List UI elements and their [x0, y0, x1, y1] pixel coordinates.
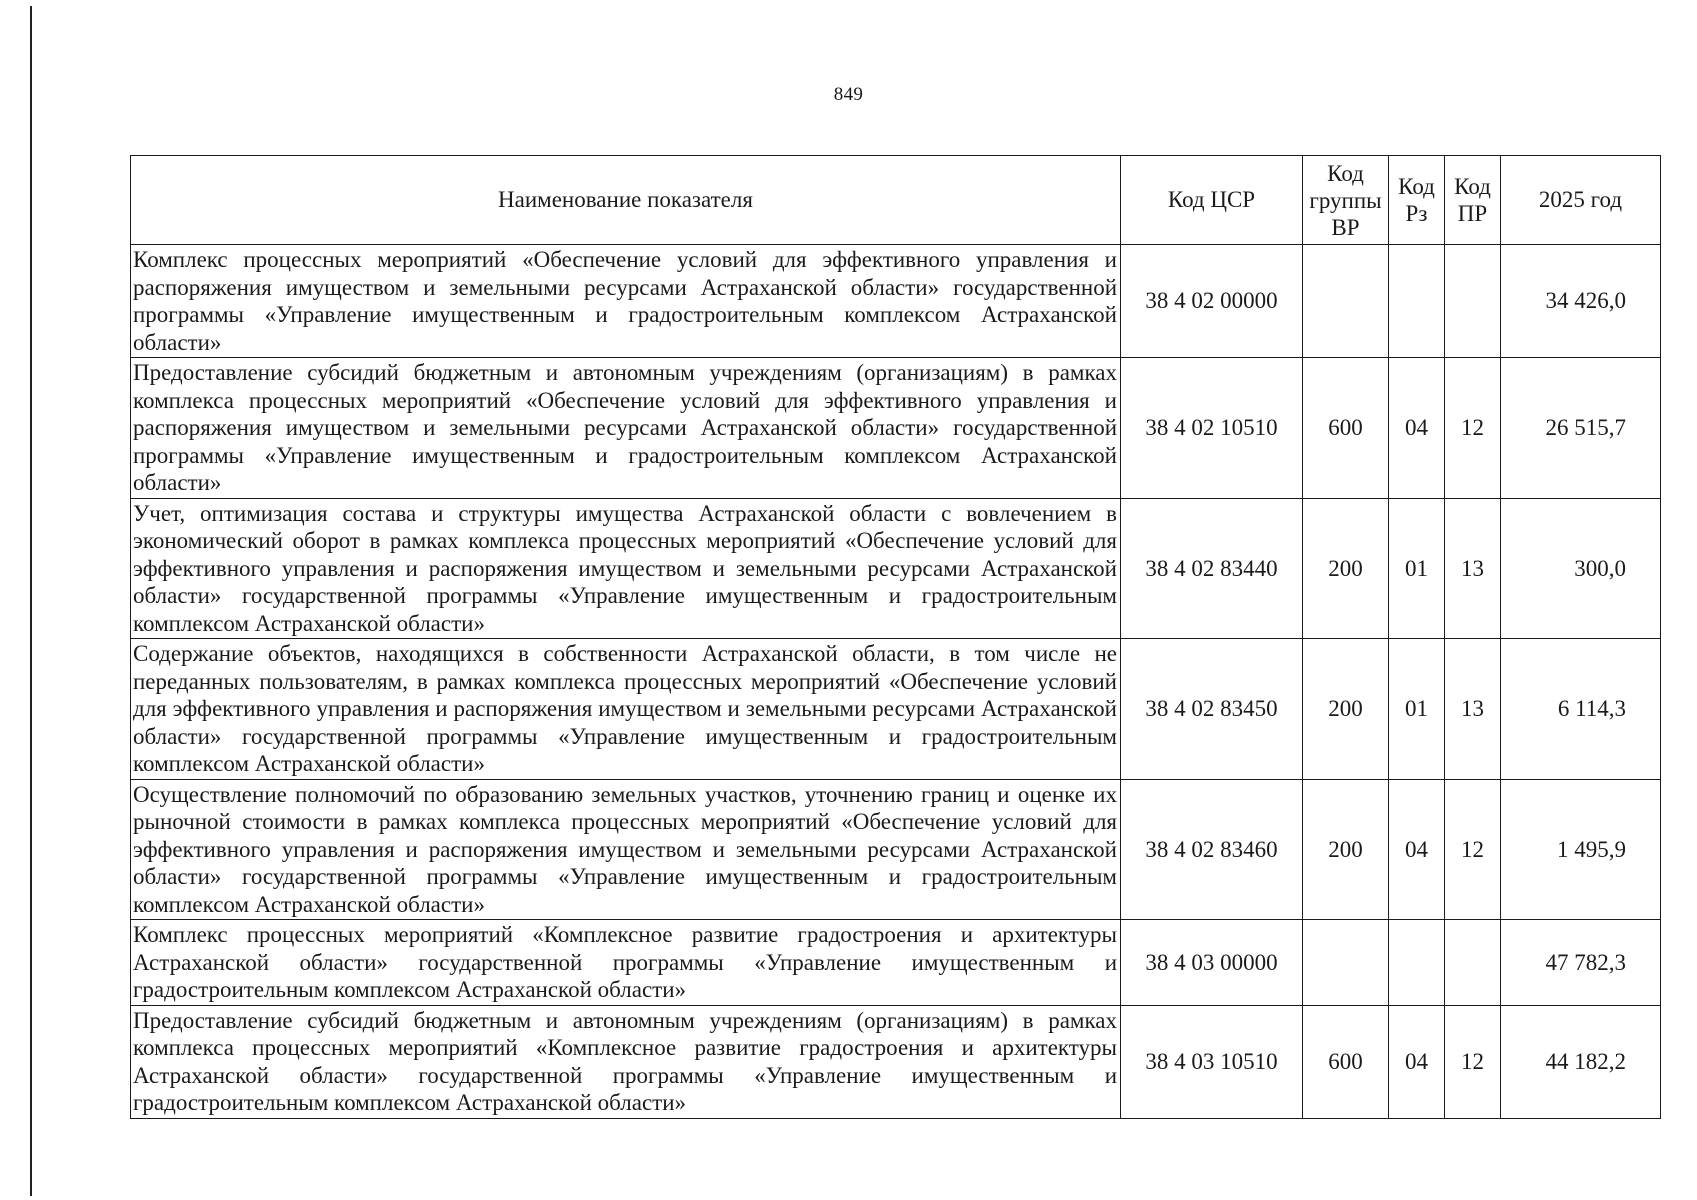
row-name: Осуществление полномочий по образованию земельных участков, уточнению границ и оценке их рыночной стоимости в рамках комплекса процессных мероприятий «Обеспечение условий для эффективного управления и распоряжения имуществом и земельными ресурсами Астраханской области» государственной программы «Управление имущественным и градостроительным комплексом Астраханской области» [131, 779, 1121, 920]
header-pr: Код ПР [1445, 156, 1501, 245]
row-name: Комплекс процессных мероприятий «Обеспечение условий для эффективного управления и распоряжения имуществом и земельными ресурсами Астраханской области» государственной программы «Управление имущественным и градостроительным комплексом Астраханской области» [131, 245, 1121, 358]
row-csr: 38 4 02 83440 [1121, 498, 1303, 639]
row-rz: 04 [1389, 779, 1445, 920]
header-vr: Код группы ВР [1303, 156, 1389, 245]
table-header-row [131, 156, 1661, 245]
row-amount: 47 782,3 [1501, 920, 1661, 1006]
row-rz: 01 [1389, 498, 1445, 639]
budget-table [130, 155, 1661, 1119]
row-pr: 12 [1445, 1005, 1501, 1118]
header-name: Наименование показателя [131, 156, 1121, 245]
row-csr: 38 4 03 00000 [1121, 920, 1303, 1006]
row-name: Учет, оптимизация состава и структуры имущества Астраханской области с вовлечением в экономический оборот в рамках комплекса процессных мероприятий «Обеспечение условий для эффективного управления и распоряжения имуществом и земельными ресурсами Астраханской области» государственной программы «Управление имущественным и градостроительным комплексом Астраханской области» [131, 498, 1121, 639]
row-pr [1445, 245, 1501, 358]
row-name: Комплекс процессных мероприятий «Комплексное развитие градостроения и архитектуры Астраханской области» государственной программы «Управление имущественным и градостроительным комплексом Астраханской области» [131, 920, 1121, 1006]
table-row [131, 779, 1661, 920]
row-rz: 01 [1389, 639, 1445, 780]
row-amount: 1 495,9 [1501, 779, 1661, 920]
row-vr: 200 [1303, 639, 1389, 780]
row-csr: 38 4 03 10510 [1121, 1005, 1303, 1118]
table-row [131, 1005, 1661, 1118]
row-rz [1389, 920, 1445, 1006]
row-name: Предоставление субсидий бюджетным и автономным учреждениям (организациям) в рамках комплекса процессных мероприятий «Обеспечение условий для эффективного управления и распоряжения имуществом и земельными ресурсами Астраханской области» государственной программы «Управление имущественным и градостроительным комплексом Астраханской области» [131, 358, 1121, 499]
binding-line [30, 6, 32, 1196]
row-csr: 38 4 02 00000 [1121, 245, 1303, 358]
row-pr [1445, 920, 1501, 1006]
row-amount: 6 114,3 [1501, 639, 1661, 780]
row-name: Предоставление субсидий бюджетным и автономным учреждениям (организациям) в рамках комплекса процессных мероприятий «Комплексное развитие градостроения и архитектуры Астраханской области» государственной программы «Управление имущественным и градостроительным комплексом Астраханской области» [131, 1005, 1121, 1118]
page-number: 849 [833, 84, 864, 105]
row-rz: 04 [1389, 1005, 1445, 1118]
row-vr: 200 [1303, 498, 1389, 639]
row-vr [1303, 920, 1389, 1006]
row-vr: 600 [1303, 358, 1389, 499]
table-row [131, 245, 1661, 358]
table-row [131, 920, 1661, 1006]
row-amount: 44 182,2 [1501, 1005, 1661, 1118]
header-rz: Код Рз [1389, 156, 1445, 245]
row-amount: 300,0 [1501, 498, 1661, 639]
row-pr: 13 [1445, 498, 1501, 639]
row-csr: 38 4 02 83460 [1121, 779, 1303, 920]
row-name: Содержание объектов, находящихся в собственности Астраханской области, в том числе не переданных пользователям, в рамках комплекса процессных мероприятий «Обеспечение условий для эффективного управления и распоряжения имуществом и земельными ресурсами Астраханской области» государственной программы «Управление имущественным и градостроительным комплексом Астраханской области» [131, 639, 1121, 780]
header-csr: Код ЦСР [1121, 156, 1303, 245]
row-pr: 12 [1445, 358, 1501, 499]
row-pr: 13 [1445, 639, 1501, 780]
row-csr: 38 4 02 83450 [1121, 639, 1303, 780]
row-amount: 26 515,7 [1501, 358, 1661, 499]
row-rz: 04 [1389, 358, 1445, 499]
row-vr: 600 [1303, 1005, 1389, 1118]
row-rz [1389, 245, 1445, 358]
row-csr: 38 4 02 10510 [1121, 358, 1303, 499]
header-year: 2025 год [1501, 156, 1661, 245]
row-pr: 12 [1445, 779, 1501, 920]
row-vr [1303, 245, 1389, 358]
row-vr: 200 [1303, 779, 1389, 920]
table-row [131, 639, 1661, 780]
table-row [131, 358, 1661, 499]
row-amount: 34 426,0 [1501, 245, 1661, 358]
table-row [131, 498, 1661, 639]
